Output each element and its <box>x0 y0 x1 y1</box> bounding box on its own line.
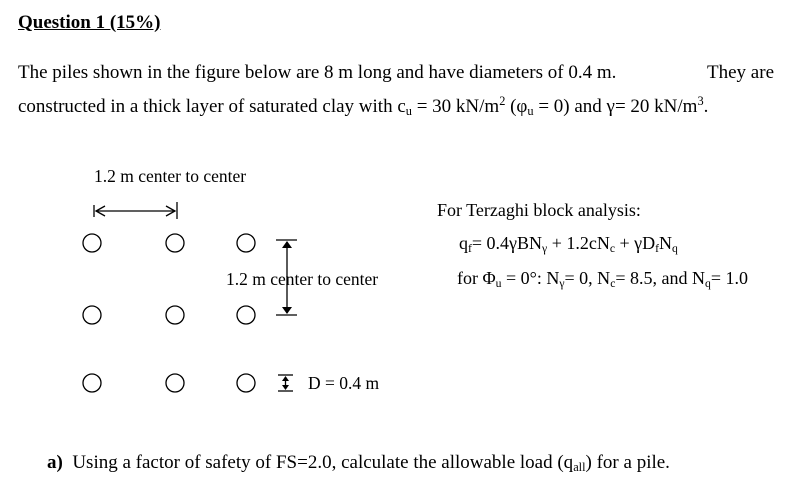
problem-line-1-end: They are <box>707 62 774 83</box>
pile <box>166 306 184 324</box>
pile <box>83 234 101 252</box>
problem-line-2: constructed in a thick layer of saturated clay with $c_u = 30$ $kN/m^2$ $(\varphi_u = 0)$ and γ= 20 $kN/m^3$. <box>18 94 709 119</box>
pile <box>83 306 101 324</box>
terzaghi-heading: For Terzaghi block analysis: <box>437 200 641 220</box>
pile <box>83 374 101 392</box>
pile-grid <box>83 234 255 392</box>
part-a-label: a) <box>47 452 63 473</box>
problem-line-1: The piles shown in the figure below are 8 m long and have diameters of 0.4 m. <box>18 62 617 83</box>
pile <box>166 374 184 392</box>
pile <box>166 234 184 252</box>
part-a-question: a) Using a factor of safety of FS=2.0, calculate the allowable load $(q_{all})$ for a pile. <box>47 452 670 475</box>
question-title: Question 1 (15%) <box>18 12 161 33</box>
terzaghi-equation: $q_f= 0.4\gamma BN_\gamma + 1.2cN_c + \gamma D_fN_q$ <box>459 233 678 255</box>
diameter-label: D = 0.4 m <box>308 373 380 393</box>
spacing-dimension-top <box>94 202 177 219</box>
pile <box>237 306 255 324</box>
terzaghi-conditions: for $\Phi_u = 0^\circ$: $N_\gamma= 0$, $N_c= 8.5$, and $N_q= 1.0$ <box>457 268 749 290</box>
pile <box>237 374 255 392</box>
spacing-label-side: 1.2 m center to center <box>226 269 379 289</box>
spacing-label-top: 1.2 m center to center <box>94 166 247 186</box>
pile <box>237 234 255 252</box>
